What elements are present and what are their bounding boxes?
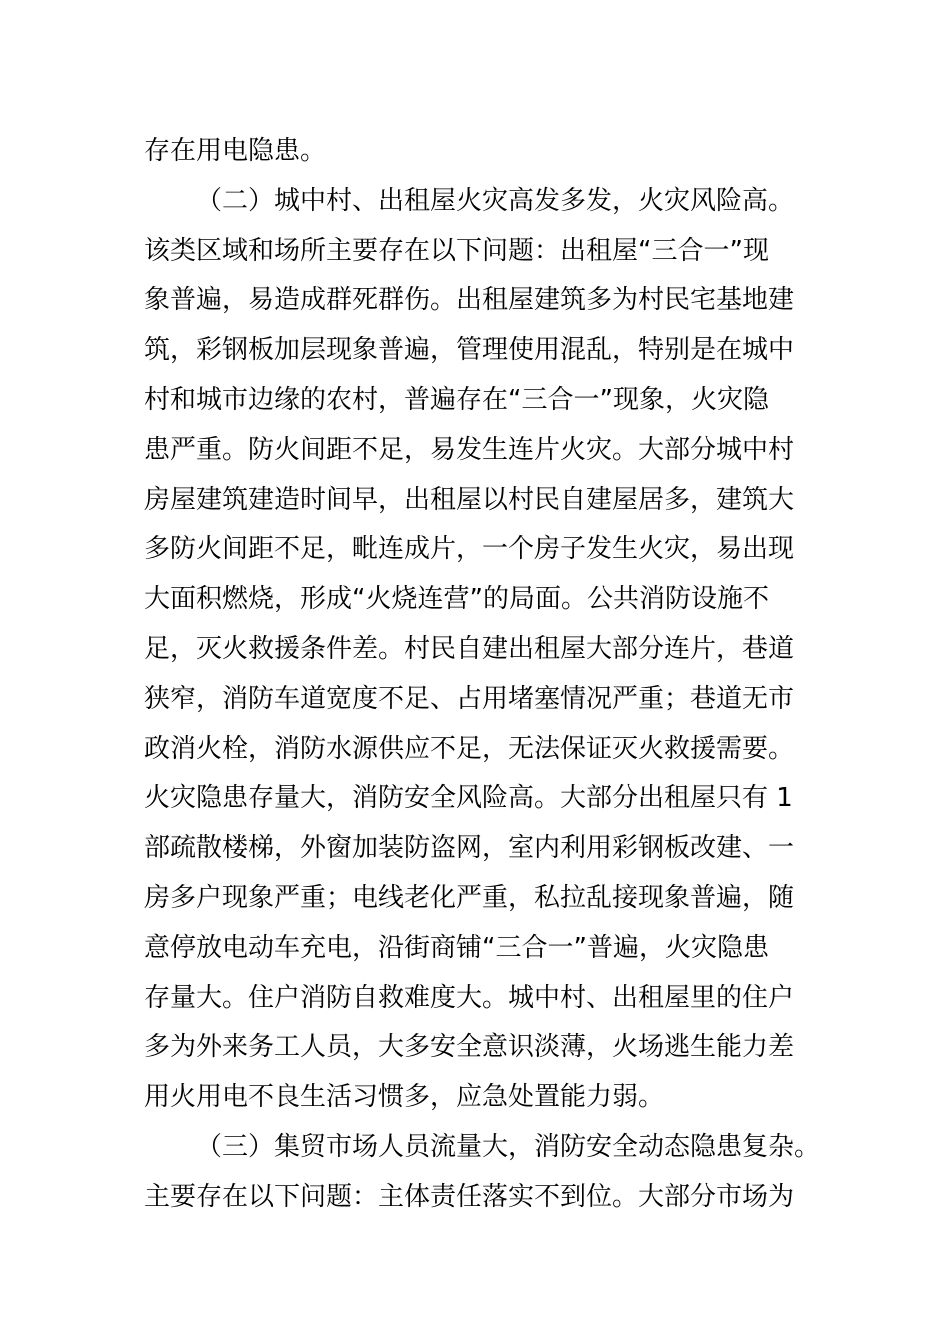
text-line-5: 筑，彩钢板加层现象普遍，管理使用混乱，特别是在城中 bbox=[144, 335, 795, 366]
text-line-7: 患严重。防火间距不足，易发生连片火灾。大部分城中村 bbox=[144, 434, 795, 465]
section-heading-3: （三）集贸市场人员流量大，消防安全动态隐患复杂。 bbox=[196, 1131, 821, 1162]
text-line-22: 主要存在以下问题：主体责任落实不到位。大部分市场为 bbox=[144, 1181, 795, 1212]
text-line-6: 村和城市边缘的农村，普遍存在“三合一”现象，火灾隐 bbox=[144, 384, 769, 415]
document-body bbox=[144, 127, 824, 1223]
text-line-11: 足，灭火救援条件差。村民自建出租屋大部分连片，巷道 bbox=[144, 633, 795, 664]
text-line-3: 该类区域和场所主要存在以下问题：出租屋“三合一”现 bbox=[144, 235, 769, 266]
text-line-12: 狭窄，消防车道宽度不足、占用堵塞情况严重；巷道无市 bbox=[144, 683, 795, 714]
text-line-15: 部疏散楼梯，外窗加装防盗网，室内利用彩钢板改建、一 bbox=[144, 833, 795, 864]
text-line-20: 用火用电不良生活习惯多，应急处置能力弱。 bbox=[144, 1082, 665, 1113]
text-line-19: 多为外来务工人员，大多安全意识淡薄，火场逃生能力差 bbox=[144, 1032, 795, 1063]
text-line-13: 政消火栓，消防水源供应不足，无法保证灭火救援需要。 bbox=[144, 733, 795, 764]
text-line-1: 存在用电隐患。 bbox=[144, 136, 327, 166]
text-line-10: 大面积燃烧，形成“火烧连营”的局面。公共消防设施不 bbox=[144, 584, 769, 615]
text-line-17: 意停放电动车充电，沿街商铺“三合一”普遍，火灾隐患 bbox=[144, 932, 769, 963]
section-heading-2: （二）城中村、出租屋火灾高发多发，火灾风险高。 bbox=[196, 185, 795, 216]
text-line-9: 多防火间距不足，毗连成片，一个房子发生火灾，易出现 bbox=[144, 534, 795, 565]
text-line-18: 存量大。住户消防自救难度大。城中村、出租屋里的住户 bbox=[144, 982, 795, 1013]
text-line-4: 象普遍，易造成群死群伤。出租屋建筑多为村民宅基地建 bbox=[144, 285, 795, 316]
text-line-14: 火灾隐患存量大，消防安全风险高。大部分出租屋只有 1 bbox=[144, 783, 793, 814]
text-line-8: 房屋建筑建造时间早，出租屋以村民自建屋居多，建筑大 bbox=[144, 484, 795, 515]
text-line-16: 房多户现象严重；电线老化严重，私拉乱接现象普遍，随 bbox=[144, 882, 795, 913]
